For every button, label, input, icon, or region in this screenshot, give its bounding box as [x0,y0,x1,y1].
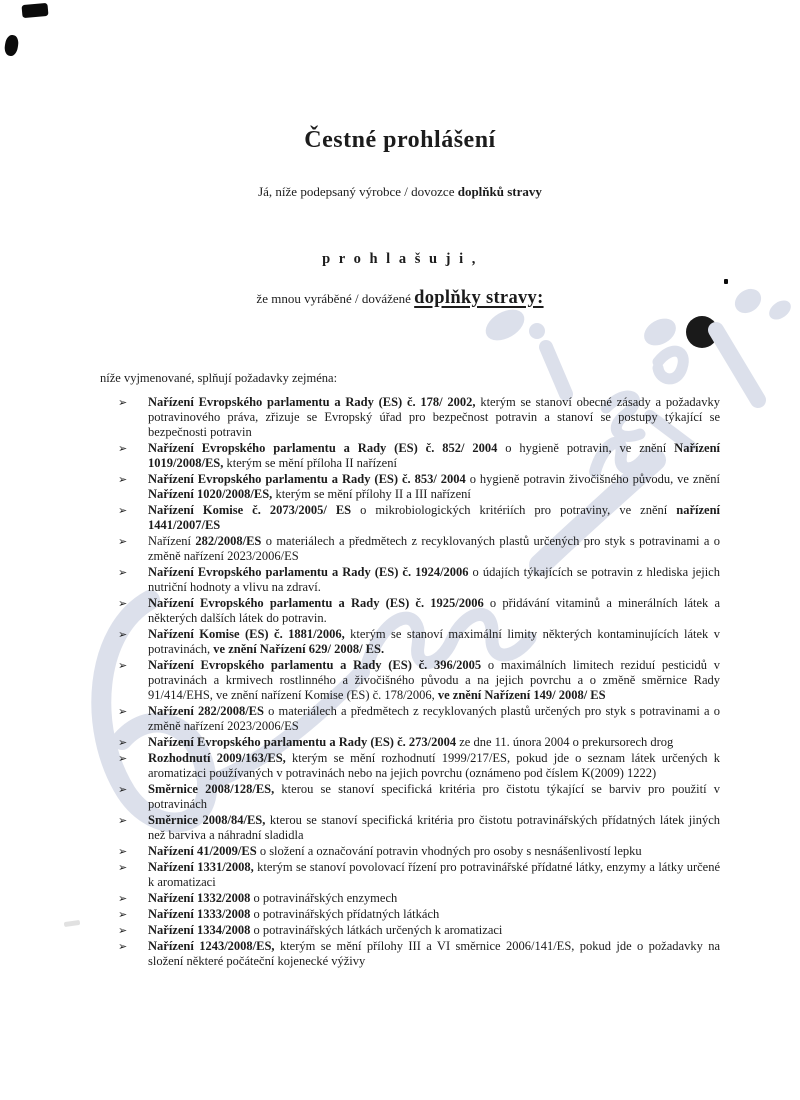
regulation-text: Nařízení 1331/2008, kterým se stanoví povolovací řízení pro potravinářské přídatné látky, enzymy a látky určené k aromatizaci [148,860,720,889]
intro-pre: Já, níže podepsaný výrobce / dovozce [258,184,458,199]
subject-pre: že mnou vyráběné / dovážené [256,291,415,306]
bullet-arrow-icon: ➢ [118,861,128,874]
bullet-arrow-icon: ➢ [118,597,128,610]
intro-bold: doplňků stravy [457,184,542,199]
regulation-text: Nařízení Evropského parlamentu a Rady (ES) č. 396/2005 o maximálních limitech reziduí pesticidů v potravinách a krmivech rostlinného a živočišného původu a na jejich povrchu a o změně směrnice Rady 91/414/EHS, ve znění nařízení Komise (ES) č. 178/2006, ve znění Nařízení 149/ 2008/ ES [148,658,720,702]
bullet-arrow-icon: ➢ [118,752,128,765]
regulation-text: Nařízení Komise č. 2073/2005/ ES o mikrobiologických kritériích pro potraviny, ve znění nařízení 1441/2007/ES [148,503,721,532]
bullet-arrow-icon: ➢ [118,924,128,937]
regulation-item [118,596,720,626]
regulation-item [118,844,720,859]
regulation-text: Nařízení 1243/2008/ES, kterým se mění přílohy III a VI směrnice 2006/141/ES, pokud jde o požadavky na složení některé počáteční kojenecké výživy [148,939,720,968]
regulation-item [118,751,720,781]
regulation-item [118,891,720,906]
bullet-arrow-icon: ➢ [118,442,128,455]
regulation-text: Směrnice 2008/128/ES, kterou se stanoví specifická kritéria pro čistotu týkající se barviv pro použití v potravinách [148,782,721,811]
regulation-item [118,503,720,533]
regulation-text: Nařízení 282/2008/ES o materiálech a předmětech z recyklovaných plastů určených pro styk s potravinami a o změně nařízení 2023/2006/ES [148,704,720,733]
regulation-text: Nařízení Evropského parlamentu a Rady (ES) č. 852/ 2004 o hygieně potravin, ve znění Nařízení 1019/2008/ES, kterým se mění příloha II nařízení [148,441,720,470]
regulation-item [118,704,720,734]
bullet-arrow-icon: ➢ [118,659,128,672]
regulation-item [118,565,720,595]
list-intro: níže vyjmenované, splňují požadavky zejména: [100,371,338,385]
bullet-arrow-icon: ➢ [118,628,128,641]
bullet-arrow-icon: ➢ [118,473,128,486]
scan-artifact-dot [724,279,728,284]
bullet-arrow-icon: ➢ [118,736,128,749]
regulation-text: Nařízení 282/2008/ES o materiálech a předmětech z recyklovaných plastů určených pro styk s potravinami a o změně nařízení 2023/2006/ES [148,534,721,563]
regulation-text: Nařízení Komise (ES) č. 1881/2006, kterým se stanoví maximální limity některých kontaminujících látek v potravinách, ve znění Nařízení 629/ 2008/ ES. [148,627,720,656]
regulation-text: Rozhodnutí 2009/163/ES, kterým se mění rozhodnutí 1999/217/ES, pokud jde o seznam látek určených k aromatizaci používaných v potravinách nebo na jejich povrchu (oznámeno pod číslem K(2009) 1222) [148,751,720,780]
regulation-item [118,441,720,471]
regulation-item [118,813,720,843]
bullet-arrow-icon: ➢ [118,566,128,579]
regulation-text: Nařízení 1334/2008 o potravinářských látkách určených k aromatizaci [148,923,503,937]
bullet-arrow-icon: ➢ [118,783,128,796]
regulation-item [118,627,720,657]
regulation-item [118,923,720,938]
bullet-arrow-icon: ➢ [118,845,128,858]
regulation-text: Nařízení Evropského parlamentu a Rady (ES) č. 273/2004 ze dne 11. února 2004 o prekursorech drog [148,735,674,749]
regulation-text: Nařízení 1332/2008 o potravinářských enzymech [148,891,398,905]
regulation-item [118,395,720,440]
regulation-text: Nařízení Evropského parlamentu a Rady (ES) č. 178/ 2002, kterým se stanoví obecné zásady a požadavky potravinového práva, zřizuje se Evropský úřad pro bezpečnost potravin a stanoví se postupy týkající se bezpečnosti potravin [148,395,720,439]
regulation-text: Nařízení 41/2009/ES o složení a označování potravin vhodných pro osoby s nesnášenlivostí lepku [148,844,642,858]
regulation-item [118,907,720,922]
subject-line [0,288,800,309]
regulation-text: Nařízení Evropského parlamentu a Rady (ES) č. 853/ 2004 o hygieně potravin živočišného původu, ve znění Nařízení 1020/2008/ES, kterým se mění přílohy II a III nařízení [148,472,720,501]
scan-artifact-top [21,3,48,18]
regulation-item [118,472,720,502]
bullet-arrow-icon: ➢ [118,908,128,921]
regulation-item [118,939,720,969]
regulation-item [118,860,720,890]
regulation-item [118,534,720,564]
regulation-item [118,735,720,750]
bullet-arrow-icon: ➢ [118,504,128,517]
declaration-word: p r o h l a š u j i , [322,251,478,267]
bullet-arrow-icon: ➢ [118,396,128,409]
bullet-arrow-icon: ➢ [118,814,128,827]
bullet-arrow-icon: ➢ [118,705,128,718]
regulation-item [118,658,720,703]
intro-line [0,184,800,200]
regulation-text: Nařízení Evropského parlamentu a Rady (ES) č. 1925/2006 o přidávání vitaminů a minerálních látek a některých dalších látek do potravin. [148,596,720,625]
regulation-list [118,395,720,970]
bullet-arrow-icon: ➢ [118,892,128,905]
subject-bold-underlined: doplňky stravy: [414,288,544,308]
bullet-arrow-icon: ➢ [118,535,128,548]
regulation-text: Směrnice 2008/84/ES, kterou se stanoví specifická kritéria pro čistotu potravinářských přídatných látek jiných než barviva a náhradní sladidla [148,813,721,842]
bullet-arrow-icon: ➢ [118,940,128,953]
regulation-item [118,782,720,812]
regulation-text: Nařízení Evropského parlamentu a Rady (ES) č. 1924/2006 o údajích týkajících se potravin z hlediska jejich nutriční hodnoty a vlivu na zdraví. [148,565,720,594]
regulation-text: Nařízení 1333/2008 o potravinářských přídatných látkách [148,907,440,921]
page-title: Čestné prohlášení [304,127,496,153]
